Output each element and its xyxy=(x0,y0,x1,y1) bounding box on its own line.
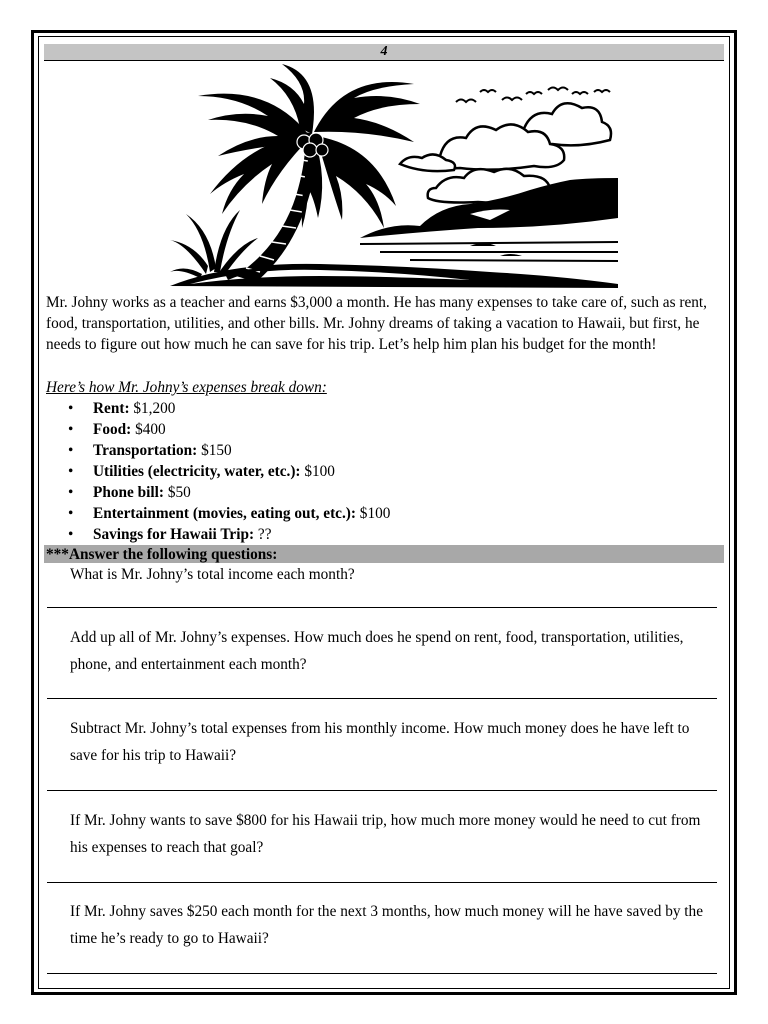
list-item xyxy=(46,482,390,503)
expense-label: Phone bill: xyxy=(93,484,164,501)
list-item xyxy=(46,440,390,461)
question-5: If Mr. Johny saves $250 each month for the next 3 months, how much money will he have saved by the time he’s ready to go to Hawaii? xyxy=(70,903,703,947)
question-1: What is Mr. Johny’s total income each month? xyxy=(70,566,355,583)
question-3: Subtract Mr. Johny’s total expenses from his monthly income. How much money does he have left to save for his trip to Hawaii? xyxy=(70,720,690,764)
expense-value: $400 xyxy=(135,421,166,438)
expense-label: Entertainment (movies, eating out, etc.): xyxy=(93,505,356,522)
bullet-icon: • xyxy=(68,526,74,543)
answer-line-2[interactable] xyxy=(47,698,717,699)
expense-label: Food: xyxy=(93,421,132,438)
answer-line-3[interactable] xyxy=(47,790,717,791)
expense-value: ?? xyxy=(257,526,272,543)
question-2: Add up all of Mr. Johny’s expenses. How much does he spend on rent, food, transportation, utilities, phone, and entertainment each month? xyxy=(70,629,684,673)
expense-label: Savings for Hawaii Trip: xyxy=(93,526,255,543)
bullet-icon: • xyxy=(68,484,74,501)
intro-paragraph: Mr. Johny works as a teacher and earns $3,000 a month. He has many expenses to take care of, such as rent, food, transportation, utilities, and other bills. Mr. Johny dreams of taking a vacation to Hawaii, but first, he needs to figure out how much he can save for his trip. Let’s help him plan his budget for the month! xyxy=(46,294,707,353)
list-item xyxy=(46,398,390,419)
answer-line-5[interactable] xyxy=(47,973,717,974)
expense-value: $50 xyxy=(167,484,191,501)
bullet-icon: • xyxy=(68,463,74,480)
palm-tree-beach-illustration xyxy=(170,64,618,288)
expense-label: Utilities (electricity, water, etc.): xyxy=(93,463,301,480)
expense-label: Transportation: xyxy=(93,442,198,459)
answer-line-1[interactable] xyxy=(47,607,717,608)
expense-value: $100 xyxy=(304,463,335,480)
page-number: 4 xyxy=(380,44,388,59)
bullet-icon: • xyxy=(68,421,74,438)
list-item xyxy=(46,461,390,482)
bullet-icon: • xyxy=(68,442,74,459)
expense-label: Rent: xyxy=(93,400,130,417)
page-number-bar xyxy=(44,44,724,61)
expense-value: $150 xyxy=(201,442,232,459)
questions-header: ***Answer the following questions: xyxy=(44,545,724,563)
expense-value: $100 xyxy=(359,505,391,522)
list-item xyxy=(46,419,390,440)
list-item xyxy=(46,503,390,524)
answer-line-4[interactable] xyxy=(47,882,717,883)
expense-value: $1,200 xyxy=(133,400,176,417)
bullet-icon: • xyxy=(68,400,74,417)
expense-list xyxy=(46,398,390,545)
bullet-icon: • xyxy=(68,505,74,522)
question-4: If Mr. Johny wants to save $800 for his Hawaii trip, how much more money would he need to cut from his expenses to reach that goal? xyxy=(70,812,701,856)
expenses-breakdown-title: Here’s how Mr. Johny’s expenses break down: xyxy=(46,379,327,396)
list-item xyxy=(46,524,390,545)
